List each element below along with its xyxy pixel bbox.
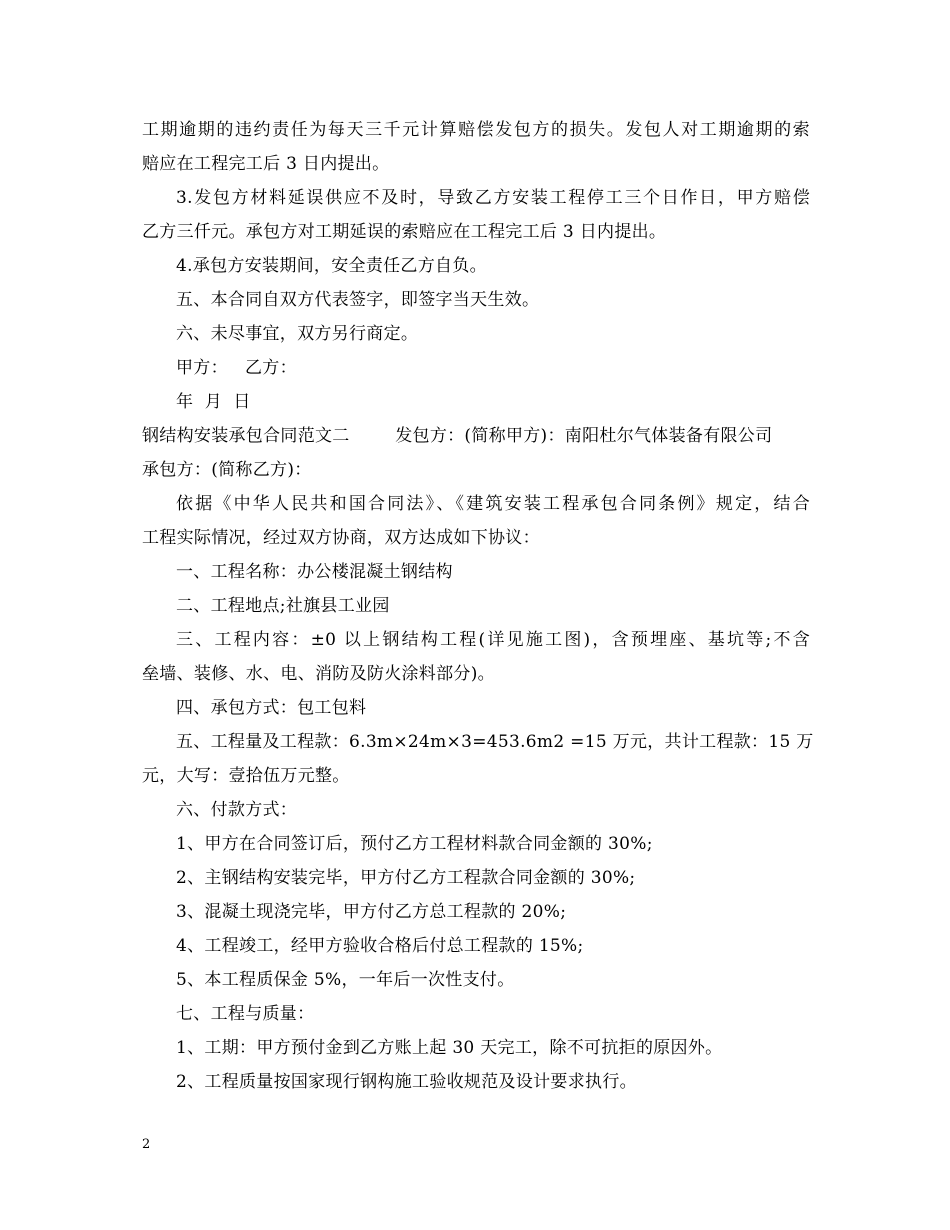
paragraph-line: 三、工程内容：±0 以上钢结构工程(详见施工图)，含预埋座、基坑等;不含 [176,630,810,650]
page-number: 2 [142,1137,151,1152]
paragraph-line: 依据《中华人民共和国合同法》、《建筑安装工程承包合同条例》规定，结合 [176,494,810,514]
paragraph-line: 垒墙、装修、水、电、消防及防火涂料部分)。 [142,664,495,684]
paragraph-line: 赔应在工程完工后 3 日内提出。 [142,154,390,174]
list-item: 2、主钢结构安装完毕，甲方付乙方工程款合同金额的 30%; [176,868,636,888]
paragraph-line: 六、付款方式： [176,800,298,820]
paragraph-line: 工程实际情况，经过双方协商，双方达成如下协议： [142,528,540,548]
paragraph-line: 四、承包方式：包工包料 [176,698,367,718]
paragraph-line: 元，大写：壹拾伍万元整。 [142,766,350,786]
paragraph-line: 二、工程地点;社旗县工业园 [176,596,390,616]
paragraph-line: 3.发包方材料延误供应不及时，导致乙方安装工程停工三个日作日，甲方赔偿 [176,188,810,208]
list-item: 3、混凝土现浇完毕，甲方付乙方总工程款的 20%; [176,902,567,922]
paragraph-line: 五、本合同自双方代表签字，即签字当天生效。 [176,290,540,310]
paragraph-line: 五、工程量及工程款：6.3m×24m×3=453.6m2 =15 万元，共计工程款：15 万 [176,732,814,752]
date-line: 年 月 日 [176,392,251,412]
paragraph-line: 一、工程名称：办公楼混凝土钢结构 [176,562,453,582]
paragraph-line: 承包方：(简称乙方)： [142,460,312,480]
section-heading: 钢结构安装承包合同范文二 发包方：(简称甲方)：南阳杜尔气体装备有限公司 [142,426,773,446]
signature-line: 甲方： 乙方： [176,358,297,378]
paragraph-line: 4.承包方安装期间，安全责任乙方自负。 [176,256,487,276]
paragraph-line: 工期逾期的违约责任为每天三千元计算赔偿发包方的损失。发包人对工期逾期的索 [142,120,810,140]
list-item: 1、工期：甲方预付金到乙方账上起 30 天完工，除不可抗拒的原因外。 [176,1038,723,1058]
list-item: 2、工程质量按国家现行钢构施工验收规范及设计要求执行。 [176,1072,637,1092]
list-item: 5、本工程质保金 5%，一年后一次性支付。 [176,970,515,990]
list-item: 1、甲方在合同签订后，预付乙方工程材料款合同金额的 30%; [176,834,653,854]
paragraph-line: 七、工程与质量： [176,1004,315,1024]
paragraph-line: 乙方三仟元。承包方对工期延误的索赔应在工程完工后 3 日内提出。 [142,222,667,242]
list-item: 4、工程竣工，经甲方验收合格后付总工程款的 15%; [176,936,584,956]
paragraph-line: 六、未尽事宜，双方另行商定。 [176,324,419,344]
